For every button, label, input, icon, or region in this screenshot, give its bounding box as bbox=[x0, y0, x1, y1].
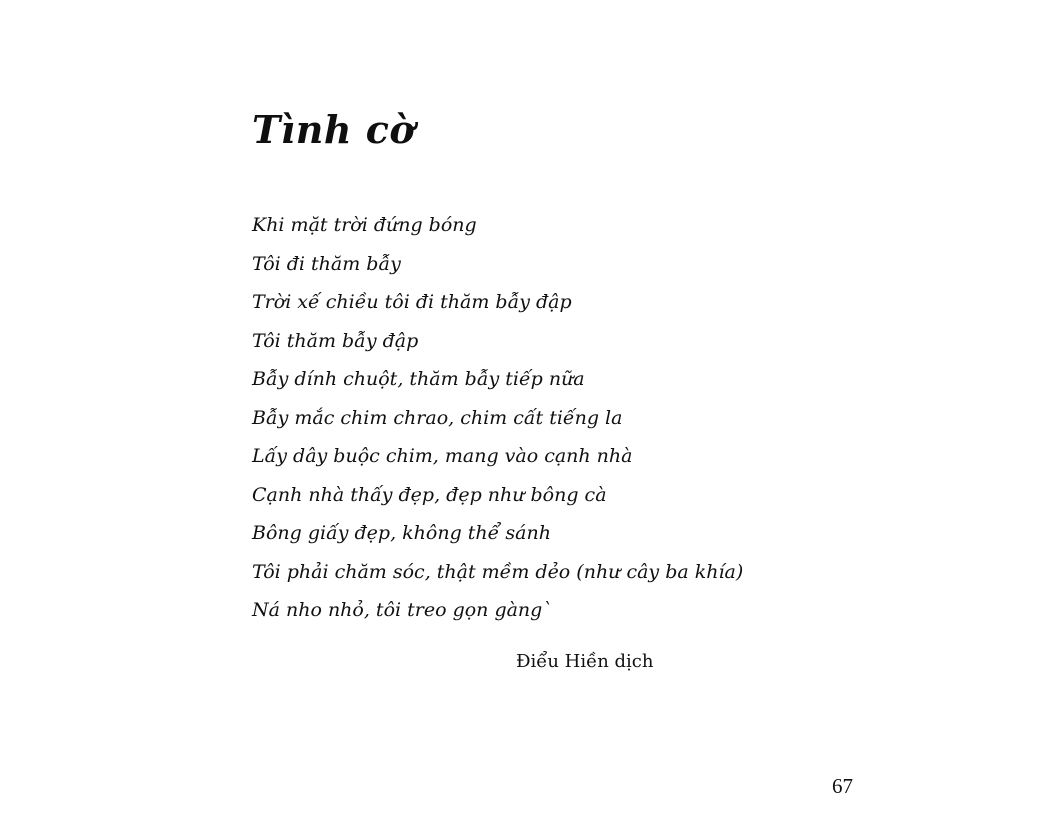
translator-credit: Điểu Hiền dịch bbox=[516, 651, 654, 672]
poem-title: Tình cờ bbox=[252, 107, 416, 152]
poem-line: Tôi phải chăm sóc, thật mềm dẻo (như cây ba khía) bbox=[252, 560, 744, 583]
poem-line: Cạnh nhà thấy đẹp, đẹp như bông cà bbox=[252, 483, 607, 506]
poem-line: Bẫy mắc chim chrao, chim cất tiếng la bbox=[252, 406, 623, 429]
poem-body bbox=[252, 206, 872, 630]
poem-line: Khi mặt trời đứng bóng bbox=[252, 214, 477, 236]
poem-line: Bông giấy đẹp, không thể sánh bbox=[252, 522, 551, 544]
poem-line: Trời xế chiều tôi đi thăm bẫy đập bbox=[252, 291, 572, 313]
poem-line: Ná nho nhỏ, tôi treo gọn gàng` bbox=[252, 599, 552, 621]
poem-line: Tôi thăm bẫy đập bbox=[252, 329, 419, 352]
poem-line: Bẫy dính chuột, thăm bẫy tiếp nữa bbox=[252, 368, 585, 390]
page-number: 67 bbox=[832, 774, 853, 798]
poem-line: Tôi đi thăm bẫy bbox=[252, 252, 401, 275]
poem-line: Lấy dây buộc chim, mang vào cạnh nhà bbox=[252, 445, 633, 467]
